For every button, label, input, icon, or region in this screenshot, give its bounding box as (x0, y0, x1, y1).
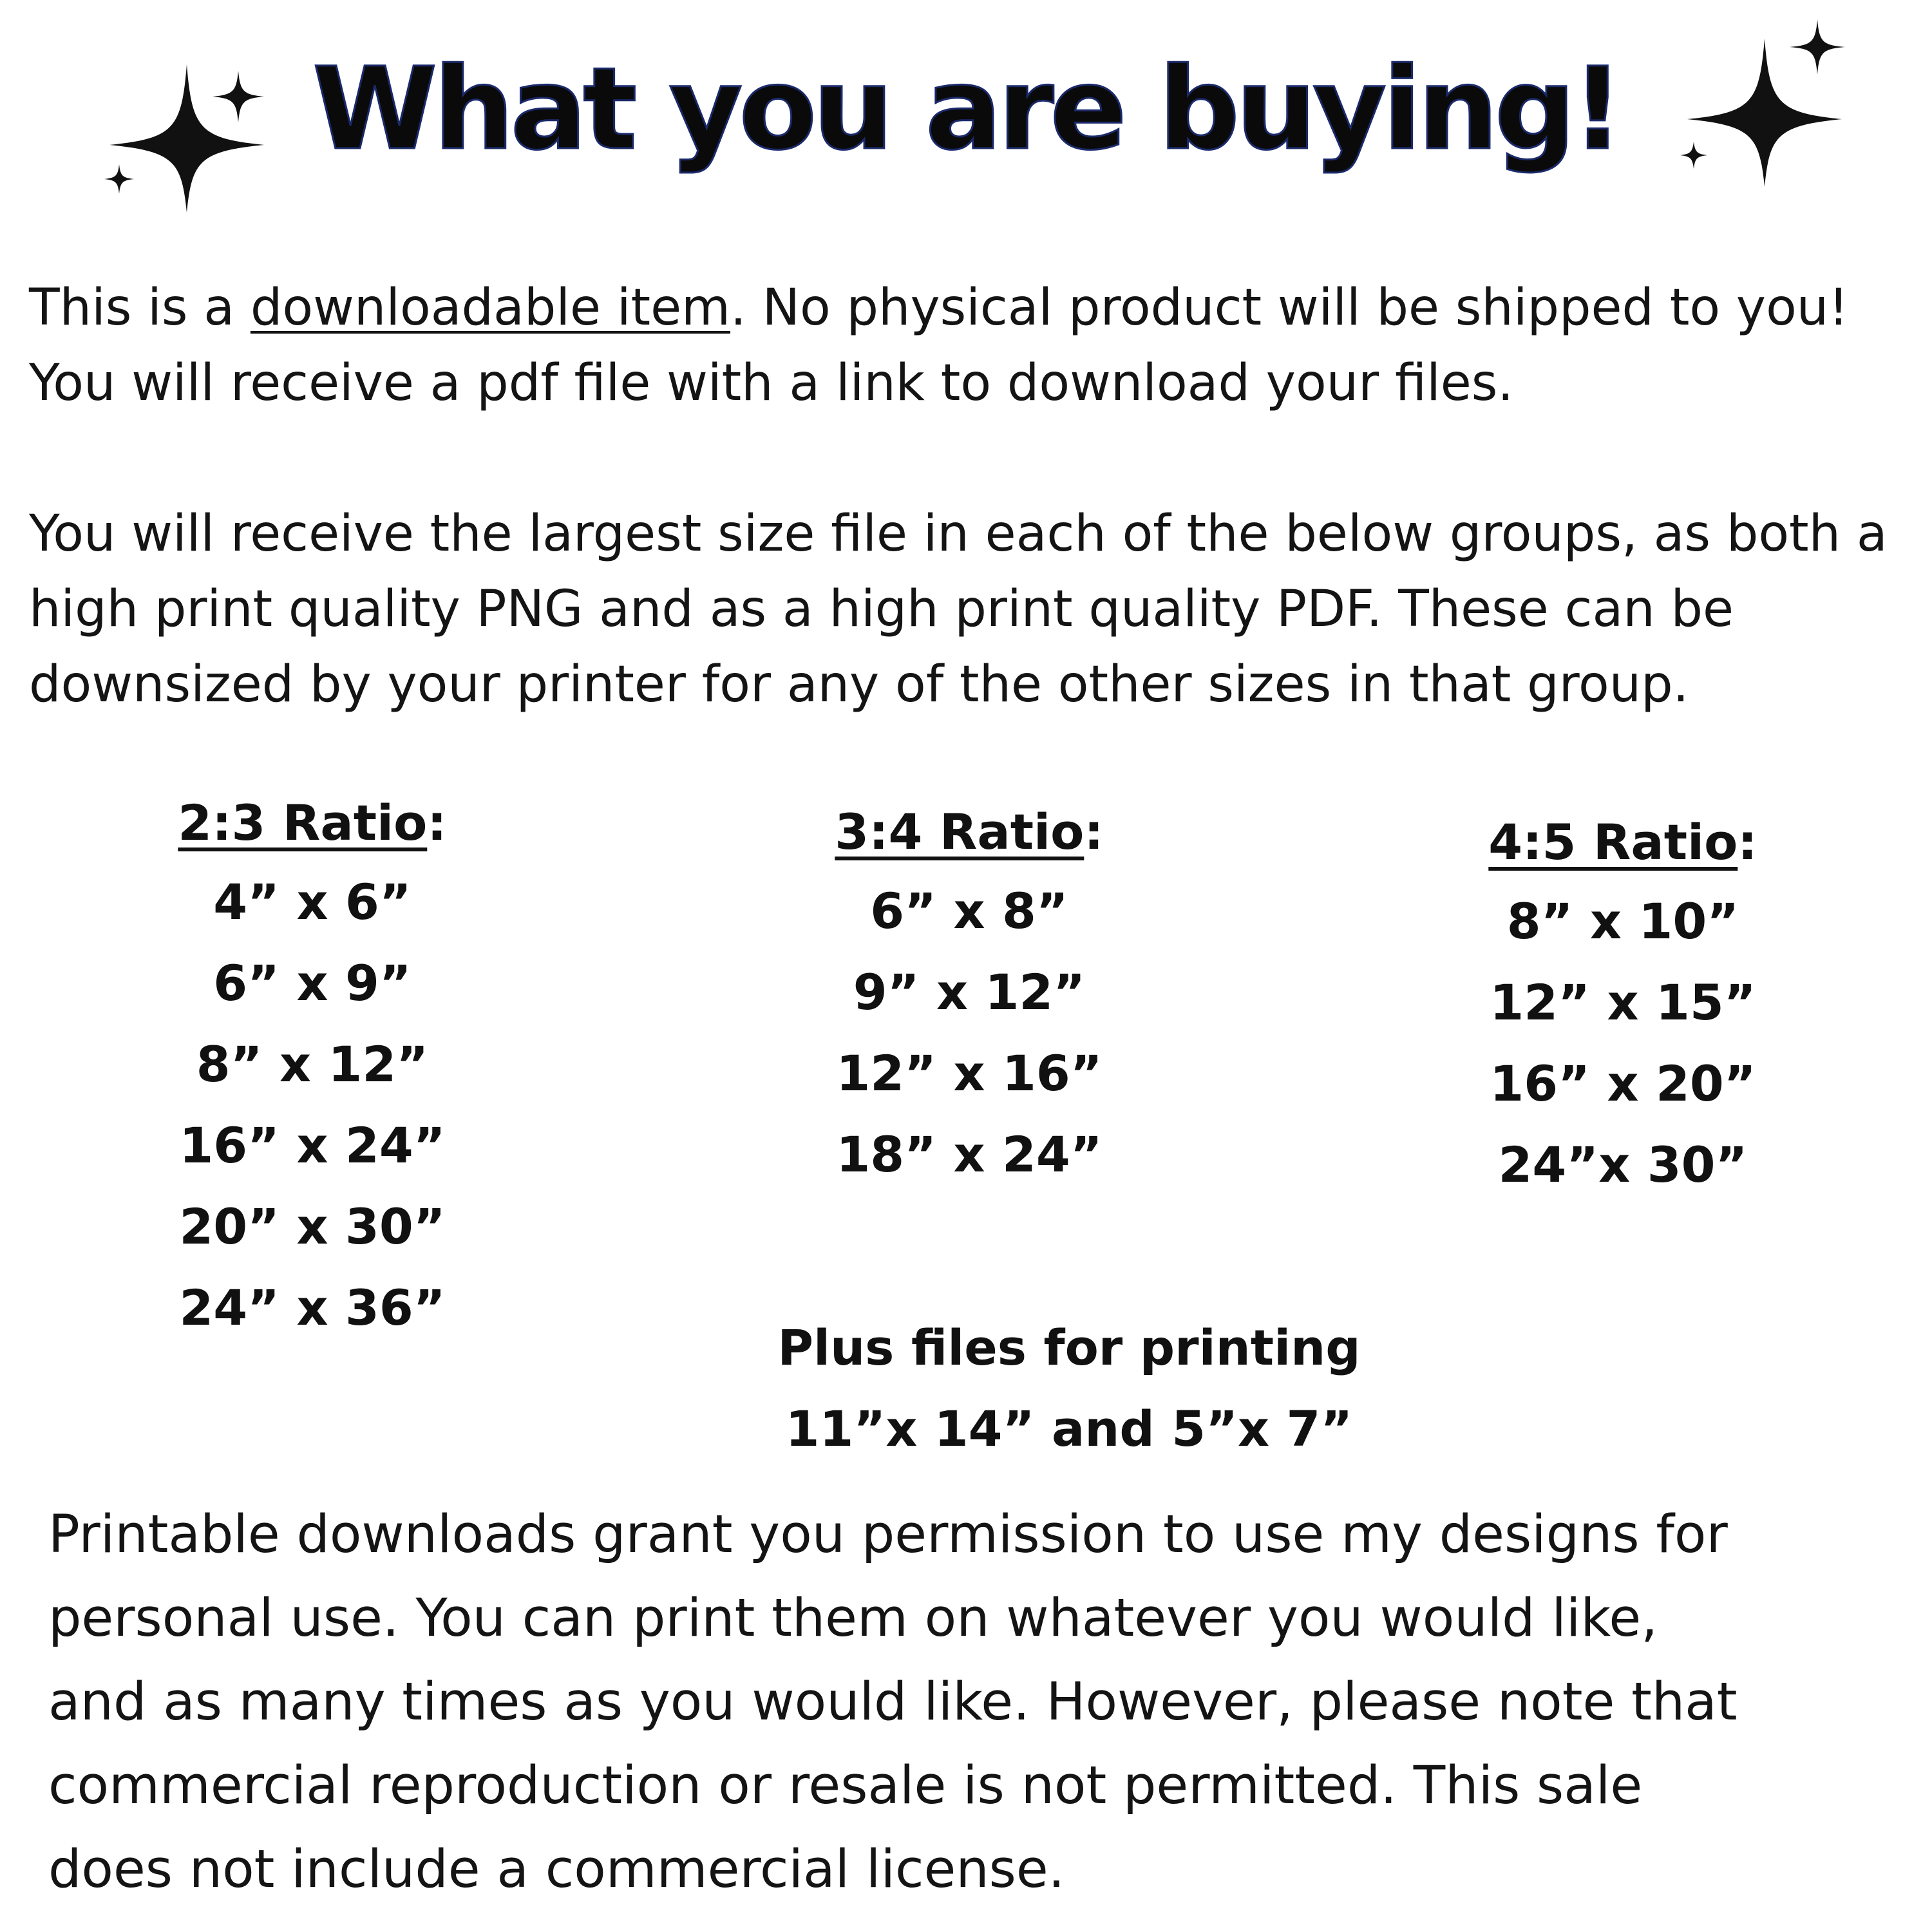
license-line-5: does not include a commercial license. (48, 1839, 1065, 1900)
plus-line-1: Plus files for printing (777, 1319, 1361, 1376)
size-item: 16” x 20” (1490, 1055, 1756, 1112)
size-item: 6” x 8” (870, 882, 1068, 940)
license-line-3: and as many times as you would like. However, please note that (48, 1672, 1738, 1732)
plus-files-note (683, 1307, 1455, 1470)
size-item: 8” x 12” (196, 1036, 429, 1093)
plus-line-2: 11”x 14” and 5”x 7” (785, 1400, 1353, 1457)
size-item: 8” x 10” (1506, 893, 1739, 950)
size-item: 24”x 30” (1498, 1136, 1748, 1193)
intro-para2-line-3: downsized by your printer for any of the other sizes in that group. (29, 656, 1689, 714)
ratio-group-4-5 (1423, 804, 1823, 1206)
intro-para2-line-2: high print quality PNG and as a high print quality PDF. These can be (29, 580, 1734, 638)
intro-text (29, 270, 1916, 723)
size-item: 16” x 24” (179, 1117, 446, 1174)
license-line-4: commercial reproduction or resale is not permitted. This sale (48, 1756, 1643, 1816)
ratio-group-2-3 (113, 784, 512, 1349)
license-line-1: Printable downloads grant you permission to use my designs for (48, 1504, 1728, 1565)
ratio-heading: 2:3 Ratio: (178, 794, 447, 851)
intro-para2-line-1: You will receive the largest size file in each of the below groups, as both a (29, 505, 1888, 563)
size-item: 12” x 15” (1490, 974, 1756, 1031)
size-item: 12” x 16” (836, 1045, 1103, 1102)
downloadable-item-text: downloadable item (250, 279, 731, 337)
license-line-2: personal use. You can print them on whatever you would like, (48, 1588, 1658, 1649)
size-item: 20” x 30” (179, 1198, 446, 1255)
size-item: 4” x 6” (213, 873, 412, 931)
license-text (48, 1493, 1916, 1911)
intro-line-1: This is a downloadable item. No physical product will be shipped to you! (29, 279, 1849, 337)
size-item: 9” x 12” (853, 963, 1086, 1021)
size-item: 6” x 9” (213, 954, 412, 1012)
page-title: What you are buying! (312, 43, 1620, 175)
ratio-heading: 4:5 Ratio: (1488, 813, 1757, 871)
ratio-group-3-4 (770, 793, 1169, 1195)
size-item: 18” x 24” (836, 1126, 1103, 1183)
intro-line-2: You will receive a pdf file with a link to download your files. (29, 354, 1514, 412)
paragraph-gap (29, 421, 1916, 497)
size-item: 24” x 36” (179, 1279, 446, 1336)
ratio-heading: 3:4 Ratio: (835, 803, 1104, 860)
